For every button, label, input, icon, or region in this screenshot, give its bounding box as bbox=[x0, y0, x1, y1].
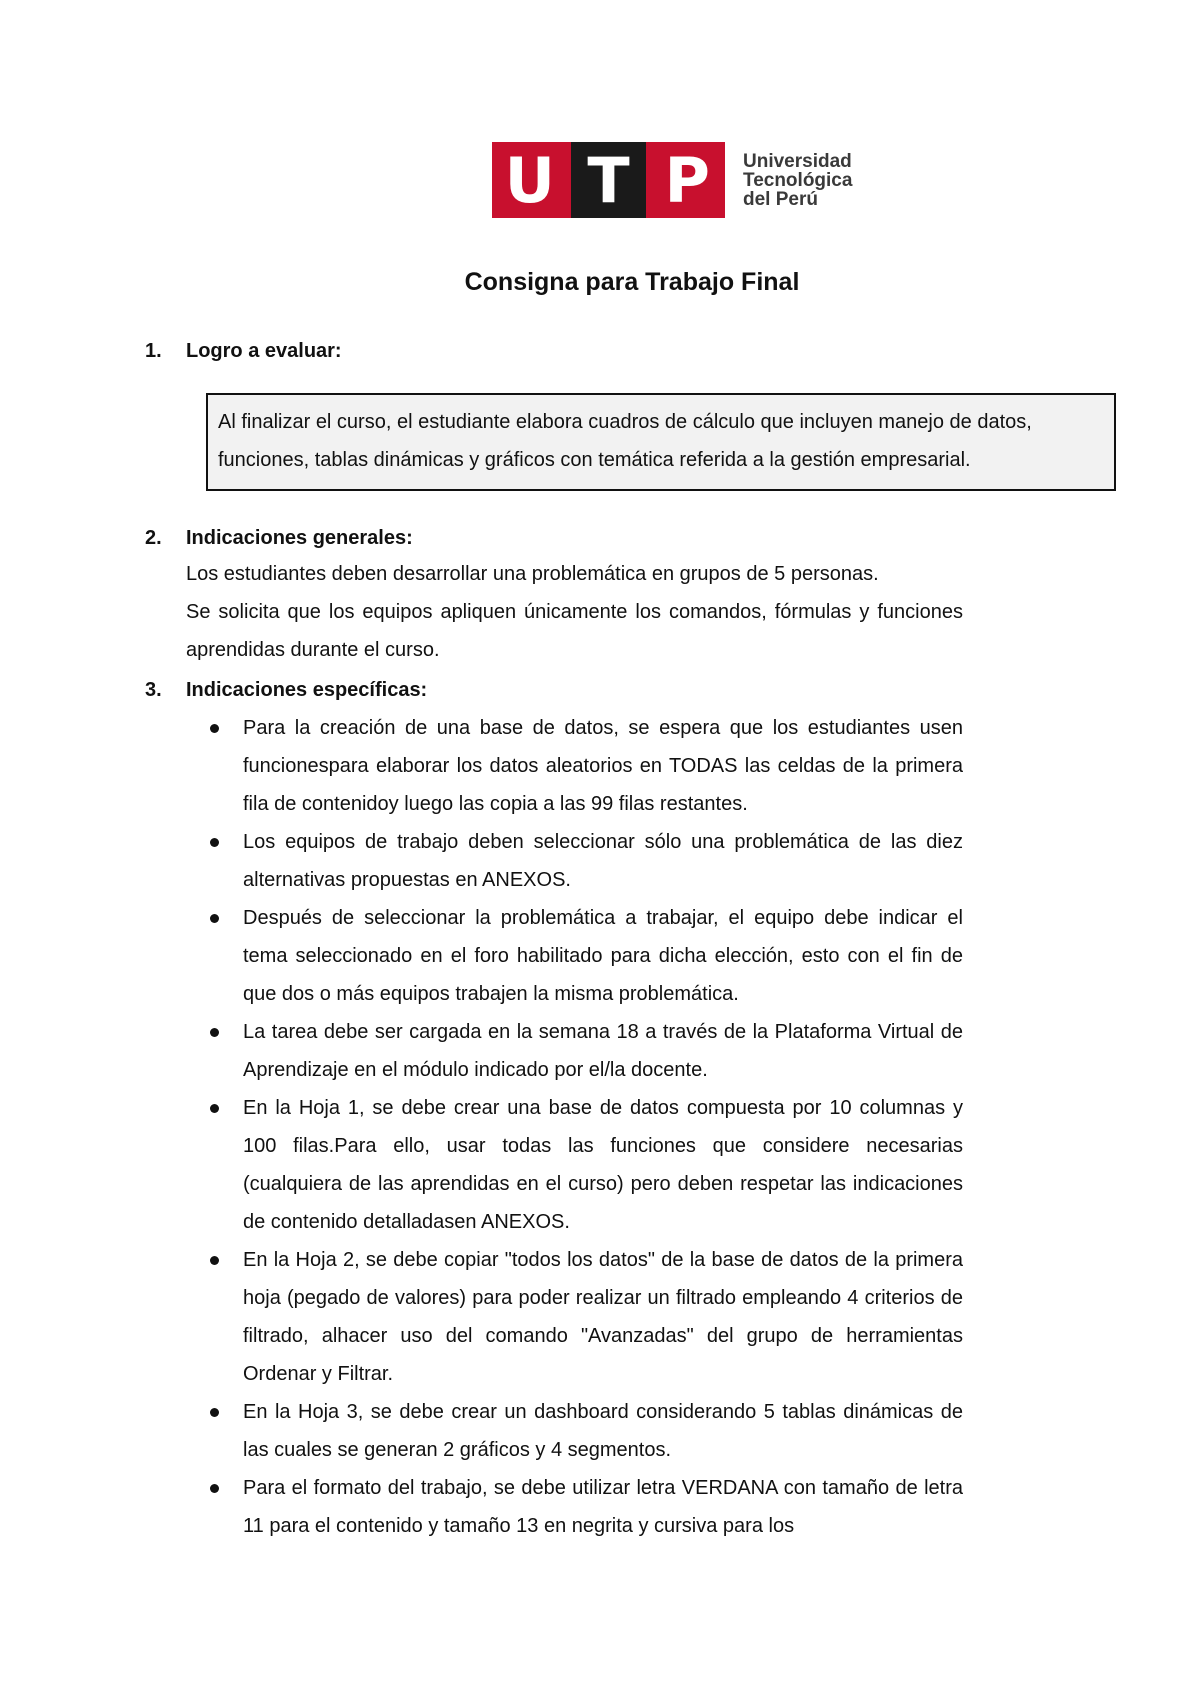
logo-line-3: del Perú bbox=[743, 188, 818, 210]
section-3-heading bbox=[145, 679, 427, 702]
list-item bbox=[205, 1089, 963, 1241]
section-2-heading bbox=[145, 527, 413, 550]
section-1-number: 1. bbox=[145, 340, 162, 362]
logo-letter-p: P bbox=[664, 143, 710, 217]
bullet-icon bbox=[210, 724, 219, 733]
utp-logo bbox=[492, 142, 852, 218]
list-item bbox=[205, 709, 963, 823]
bullet-text: En la Hoja 1, se debe crear una base de datos compuesta por 10 columnas y 100 filas.Para ello, usar todas las funciones que considere necesarias (cualquiera de las aprendidas en el curso) pero deben respetar las indicaciones de contenido detalladasen ANEXOS. bbox=[243, 1097, 963, 1233]
logo-university-name bbox=[743, 152, 852, 209]
bullet-text: Para el formato del trabajo, se debe utilizar letra VERDANA con tamaño de letra 11 para el contenido y tamaño 13 en negrita y cursiva para los bbox=[243, 1477, 963, 1537]
section-1-title: Logro a evaluar: bbox=[186, 340, 342, 362]
list-item bbox=[205, 823, 963, 899]
bullet-text: En la Hoja 2, se debe copiar "todos los datos" de la base de datos de la primera hoja (pegado de valores) para poder realizar un filtrado empleando 4 criterios de filtrado, alhacer uso del comando "Avanzadas" del grupo de herramientas Ordenar y Filtrar. bbox=[243, 1249, 963, 1385]
section-2-body bbox=[186, 555, 963, 669]
section-3-title: Indicaciones específicas: bbox=[186, 679, 428, 701]
list-item bbox=[205, 1241, 963, 1393]
list-item bbox=[205, 1393, 963, 1469]
logro-box: Al finalizar el curso, el estudiante elabora cuadros de cálculo que incluyen manejo de datos, funciones, tablas dinámicas y gráficos con temática referida a la gestión empresarial. bbox=[206, 393, 1116, 491]
section-1-heading bbox=[145, 340, 342, 363]
logo-line-2: Tecnológica bbox=[743, 169, 853, 191]
section-3-number: 3. bbox=[145, 679, 162, 701]
bullet-text: Para la creación de una base de datos, se espera que los estudiantes usen funcionespara elaborar los datos aleatorios en TODAS las celdas de la primera fila de contenidoy luego las copia a las 99 filas restantes. bbox=[243, 717, 963, 815]
bullet-icon bbox=[210, 1028, 219, 1037]
bullet-icon bbox=[210, 838, 219, 847]
bullet-icon bbox=[210, 1104, 219, 1113]
section-2-paragraph-1: Los estudiantes deben desarrollar una problemática en grupos de 5 personas. bbox=[186, 563, 879, 585]
bullet-icon bbox=[210, 914, 219, 923]
bullet-text: La tarea debe ser cargada en la semana 18 a través de la Plataforma Virtual de Aprendizaje en el módulo indicado por el/la docente. bbox=[243, 1021, 963, 1081]
bullet-icon bbox=[210, 1256, 219, 1265]
bullet-text: Los equipos de trabajo deben seleccionar sólo una problemática de las diez alternativas propuestas en ANEXOS. bbox=[243, 831, 963, 891]
section-2-paragraph-2: Se solicita que los equipos apliquen únicamente los comandos, fórmulas y funciones aprendidas durante el curso. bbox=[186, 601, 963, 661]
bullet-text: Después de seleccionar la problemática a trabajar, el equipo debe indicar el tema seleccionado en el foro habilitado para dicha elección, esto con el fin de que dos o más equipos trabajen la misma problemática. bbox=[243, 907, 963, 1005]
logo-letter-t: T bbox=[571, 142, 647, 218]
utp-logo-mark bbox=[492, 142, 725, 218]
document-title: Consigna para Trabajo Final bbox=[464, 268, 800, 296]
logo-line-1: Universidad bbox=[743, 150, 852, 172]
section-2-title: Indicaciones generales: bbox=[186, 527, 413, 549]
logo-letter-u: U bbox=[504, 143, 556, 217]
bullet-icon bbox=[210, 1484, 219, 1493]
list-item bbox=[205, 1013, 963, 1089]
section-2-number: 2. bbox=[145, 527, 162, 549]
bullet-icon bbox=[210, 1408, 219, 1417]
section-3-bullet-list bbox=[205, 709, 963, 1545]
list-item bbox=[205, 899, 963, 1013]
list-item bbox=[205, 1469, 963, 1545]
bullet-text: En la Hoja 3, se debe crear un dashboard considerando 5 tablas dinámicas de las cuales se generan 2 gráficos y 4 segmentos. bbox=[243, 1401, 963, 1461]
